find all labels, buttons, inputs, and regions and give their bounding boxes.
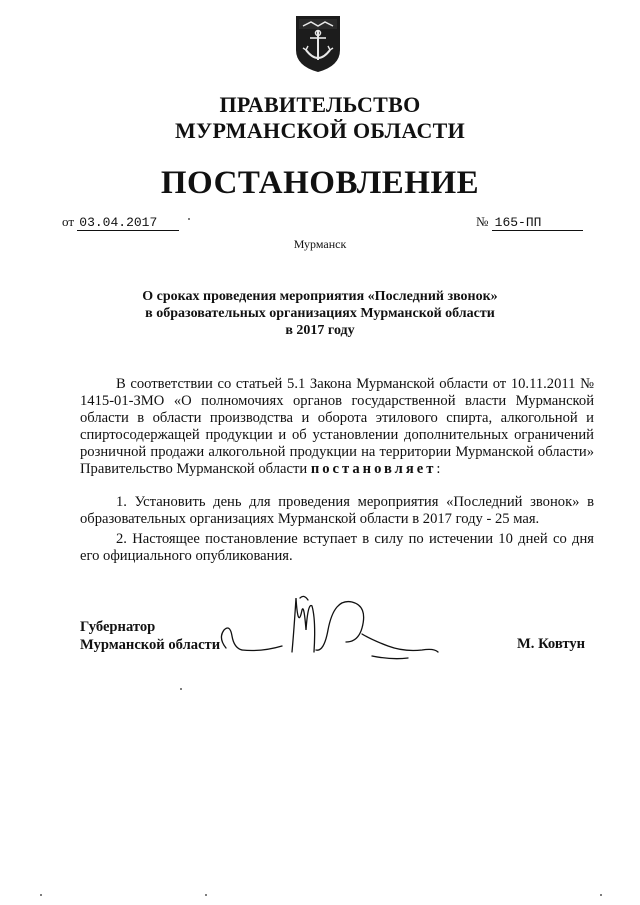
- number-prefix: №: [476, 214, 489, 229]
- preamble-text: В соответствии со статьей 5.1 Закона Мурманской области от 10.11.2011 № 1415-01-ЗМО «О полномочиях органов государственной власти Мурманской области в области производства и оборота этилового спирта, алкогольной и спиртосодержащей продукции и об установлении дополнительных ограничений розничной продажи алкогольной продукции на территории Мурманской области» Правительство Мурманской области: [80, 376, 594, 477]
- scan-speck: [205, 894, 207, 896]
- document-date-line: [62, 214, 179, 231]
- coat-of-arms-icon: [293, 14, 343, 74]
- preamble-paragraph: [80, 376, 594, 478]
- scan-speck: [40, 894, 42, 896]
- clause-1: 1. Установить день для проведения мероприятия «Последний звонок» в образовательных организациях Мурманской области в 2017 году - 25 мая.: [80, 494, 594, 527]
- date-prefix: от: [62, 214, 75, 229]
- signatory-name: М. Ковтун: [517, 636, 586, 652]
- subject-line1: О сроках проведения мероприятия «Последний звонок»: [142, 289, 498, 304]
- subject-line3: в 2017 году: [285, 323, 355, 338]
- organization-name-line2: МУРМАНСКОЙ ОБЛАСТИ: [174, 118, 466, 143]
- subject-line2: в образовательных организациях Мурманской области: [145, 306, 495, 321]
- handwritten-signature: [212, 590, 442, 670]
- scan-speck: [600, 894, 602, 896]
- signatory-title: [80, 618, 220, 654]
- document-subject: [100, 288, 540, 339]
- document-city: Мурманск: [293, 237, 347, 251]
- document-number: 165-ПП: [492, 215, 583, 231]
- clause-2: 2. Настоящее постановление вступает в силу по истечении 10 дней со дня его официального опубликования.: [80, 531, 594, 564]
- scan-speck: [180, 688, 182, 690]
- decree-colon: :: [436, 461, 441, 477]
- document-type-title: ПОСТАНОВЛЕНИЕ: [160, 165, 480, 201]
- signatory-title-line1: Губернатор: [80, 619, 156, 635]
- scan-speck: [188, 218, 190, 220]
- document-number-line: [476, 214, 583, 231]
- document-date: 03.04.2017: [77, 215, 179, 231]
- decree-word: постановляет: [310, 461, 437, 477]
- signatory-title-line2: Мурманской области: [80, 637, 221, 653]
- organization-name-line1: ПРАВИТЕЛЬСТВО: [219, 92, 421, 117]
